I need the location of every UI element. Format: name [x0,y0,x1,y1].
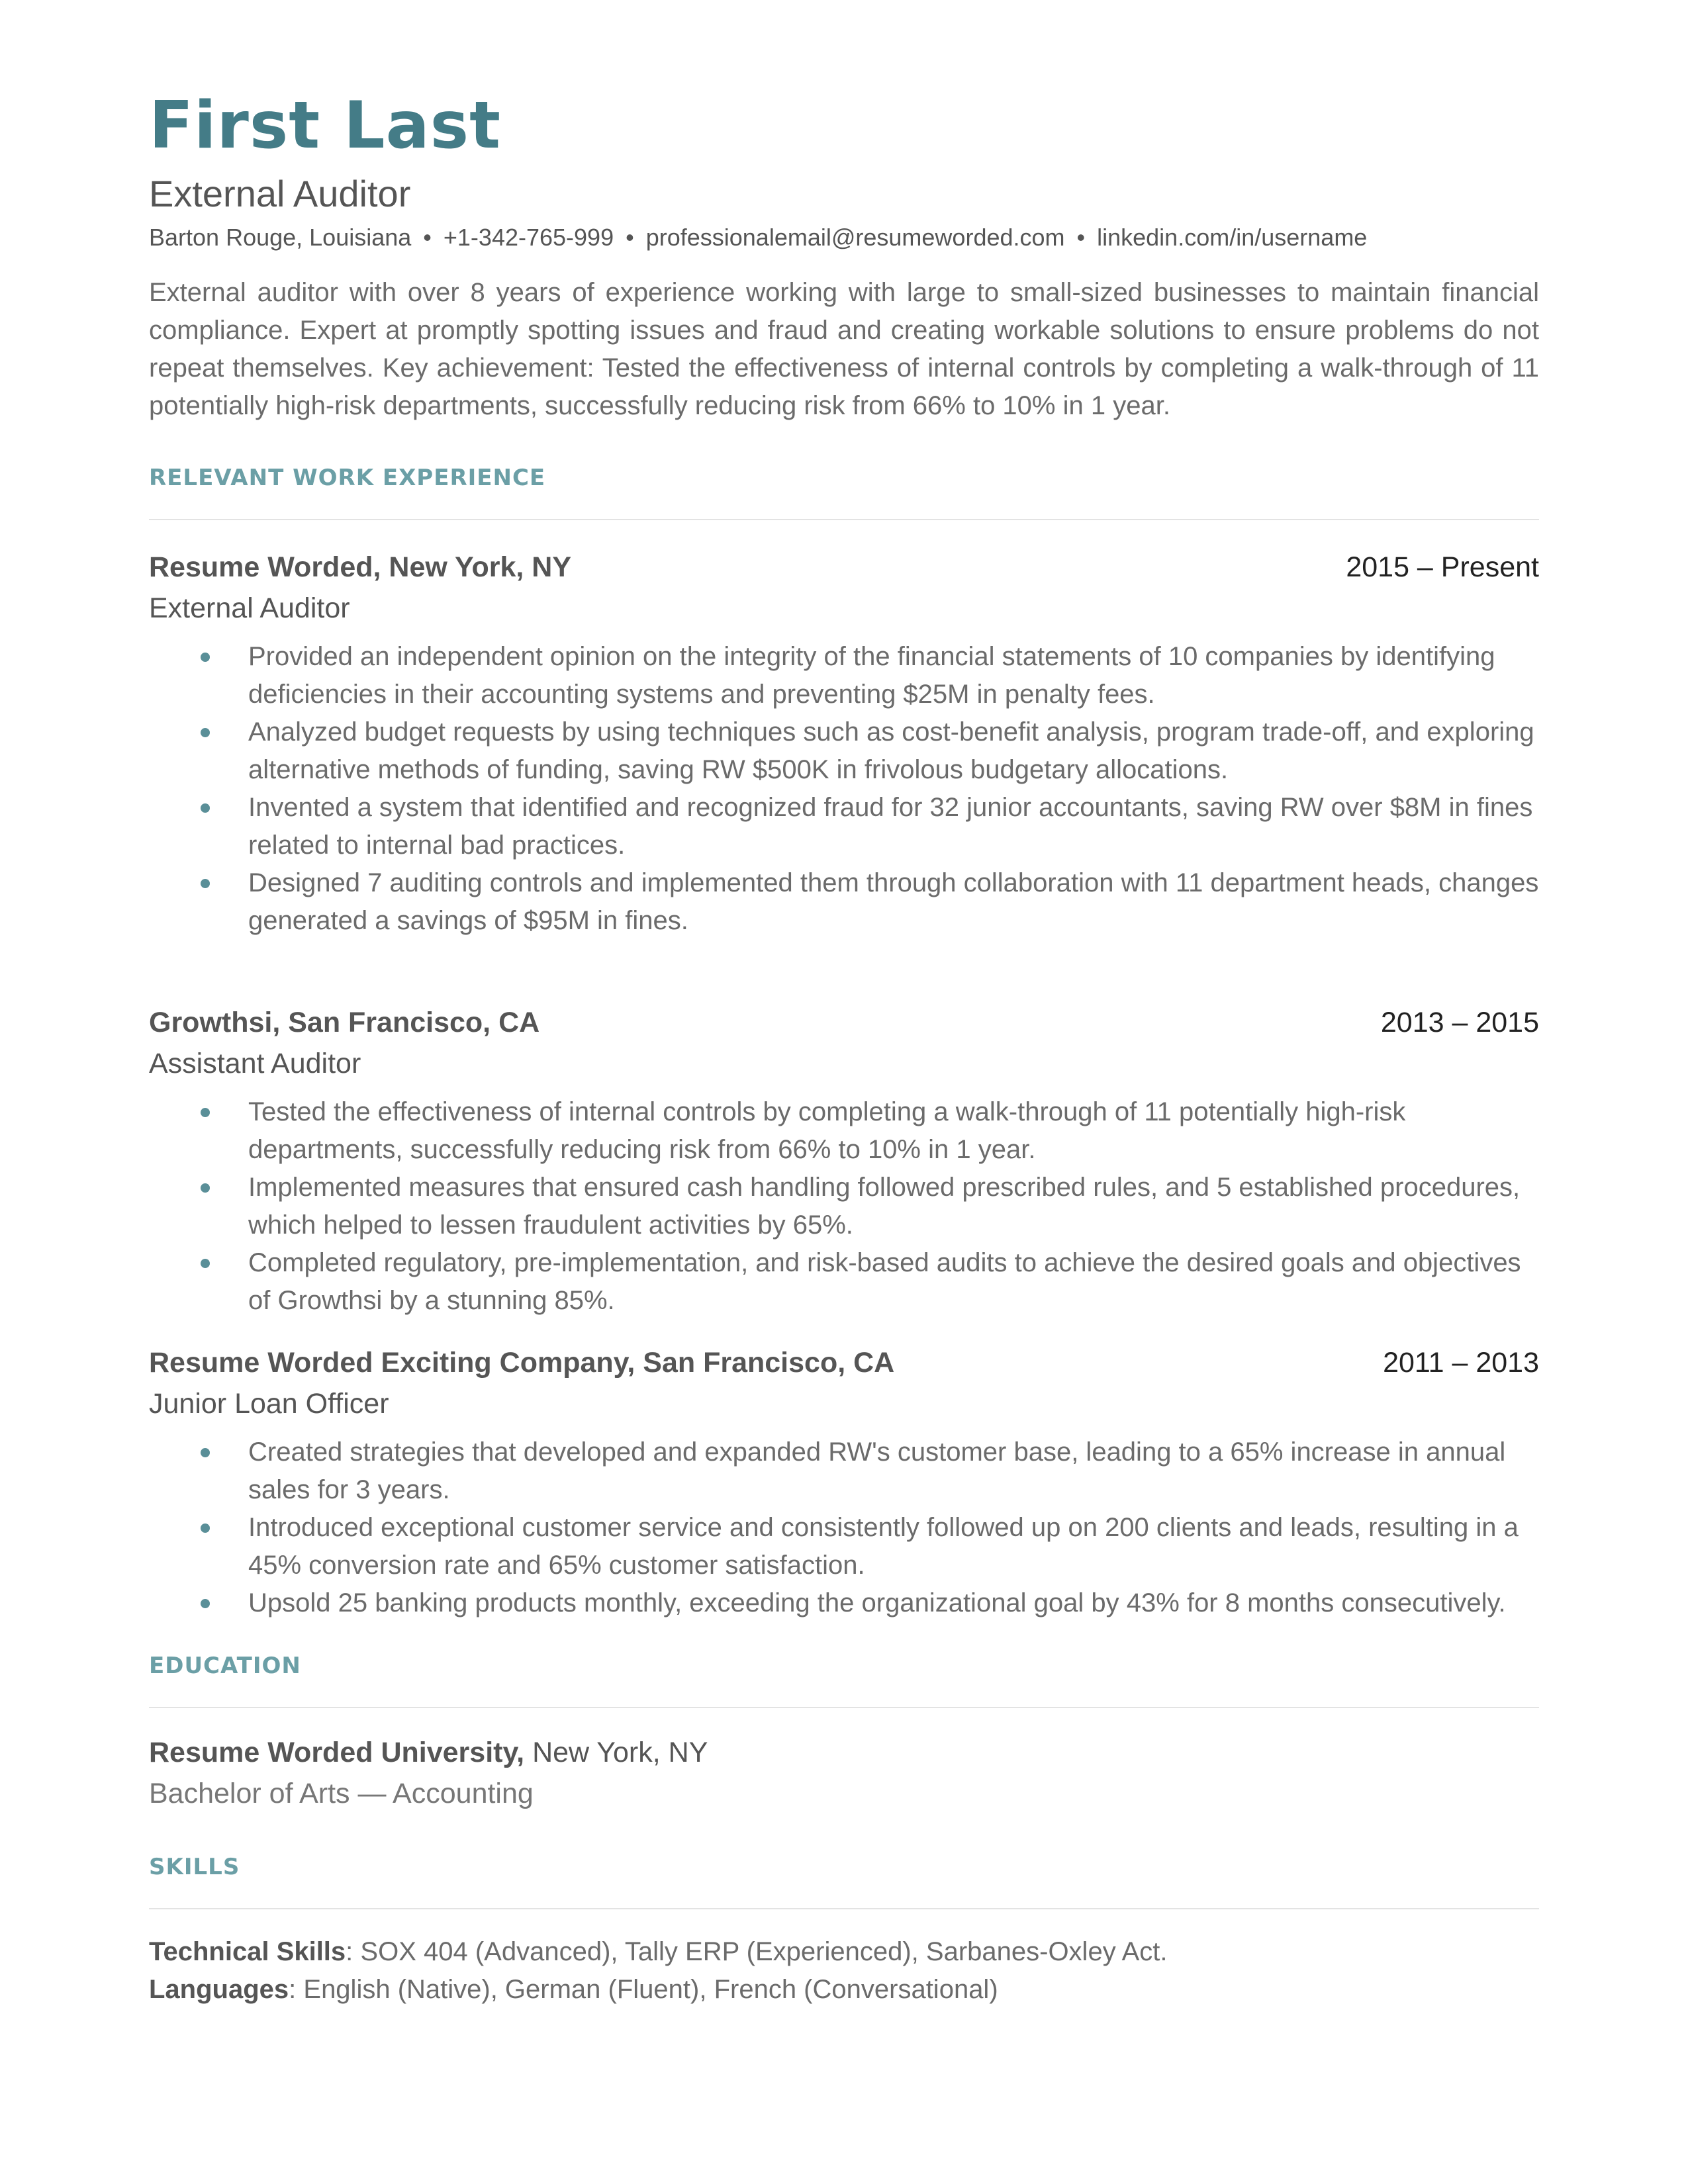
contact-linkedin[interactable]: linkedin.com/in/username [1097,224,1368,251]
bullet-dot-icon [201,728,210,737]
job-bullets [149,1433,1539,1622]
job-dates: 2013 – 2015 [1380,1007,1539,1038]
job-bullet [149,864,1539,940]
job-bullet-text: Created strategies that developed and expanded RW's customer base, leading to a 65% increase in annual sales for 3 years. [248,1437,1506,1504]
job-company: Resume Worded Exciting Company, San Francisco, CA [149,1347,895,1379]
job-entry [149,1342,1539,1622]
bullet-dot-icon [201,1599,210,1608]
job-bullet-text: Designed 7 auditing controls and implemented them through collaboration with 11 department heads, changes generated a savings of $95M in fines. [248,868,1539,935]
job-bullet [149,1093,1539,1169]
job-role: External Auditor [149,592,350,624]
skills-technical-label: Technical Skills [149,1937,346,1966]
job-bullet [149,1169,1539,1244]
job-entry [149,1002,1539,1320]
job-dates: 2015 – Present [1346,551,1539,583]
skills-languages-value: : English (Native), German (Fluent), French (Conversational) [289,1975,998,2004]
candidate-name: First Last [149,88,501,163]
summary-paragraph: External auditor with over 8 years of experience working with large to small-sized businesses to maintain financial compliance. Expert at promptly spotting issues and fraud and creating workable solutions to ensure problems do not repeat themselves. Key achievement: Tested the effectiveness of internal controls by completing a walk-through of 11 potentially high-risk departments, successfully reducing risk from 66% to 10% in 1 year. [149,278,1539,420]
skills-languages [149,1971,1539,2009]
job-bullet-text: Tested the effectiveness of internal controls by completing a walk-through of 11 potentially high-risk departments, successfully reducing risk from 66% to 10% in 1 year. [248,1097,1406,1164]
education-school-line [149,1732,1539,1773]
job-role: Junior Loan Officer [149,1388,389,1420]
contact-separator: • [1076,224,1086,251]
bullet-dot-icon [201,1108,210,1117]
candidate-title: External Auditor [149,173,411,214]
job-bullet [149,1244,1539,1320]
skills-block [149,1933,1539,2009]
job-bullet [149,713,1539,789]
bullet-dot-icon [201,803,210,813]
job-entry [149,547,1539,940]
contact-separator: • [626,224,634,251]
education-degree: Bachelor of Arts — Accounting [149,1778,534,1809]
skills-technical [149,1933,1539,1971]
job-bullet-text: Analyzed budget requests by using techniques such as cost-benefit analysis, program trade-off, and exploring alternative methods of funding, saving RW $500K in frivolous budgetary allocations. [248,717,1534,784]
contact-location: Barton Rouge, Louisiana [149,224,412,251]
job-bullet-text: Introduced exceptional customer service and consistently followed up on 200 clients and leads, resulting in a 45% conversion rate and 65% customer satisfaction. [248,1513,1519,1580]
education-school: Resume Worded University, [149,1737,525,1768]
job-dates: 2011 – 2013 [1383,1347,1539,1379]
job-company: Growthsi, San Francisco, CA [149,1007,540,1038]
job-bullets [149,638,1539,940]
contact-separator: • [423,224,432,251]
bullet-dot-icon [201,879,210,888]
bullet-dot-icon [201,1183,210,1193]
education-location: New York, NY [532,1737,708,1768]
job-bullet-text: Upsold 25 banking products monthly, exceeding the organizational goal by 43% for 8 months consecutively. [248,1588,1506,1617]
bullet-dot-icon [201,1259,210,1268]
job-header [149,1342,1539,1383]
bullet-dot-icon [201,1448,210,1457]
job-bullet [149,1433,1539,1509]
skills-languages-label: Languages [149,1975,289,2004]
job-header [149,1002,1539,1043]
section-divider [149,1908,1539,1909]
job-bullet [149,1509,1539,1584]
resume-page [149,86,1539,2009]
job-bullet [149,1584,1539,1622]
bullet-dot-icon [201,653,210,662]
contact-line [149,221,1539,254]
job-bullet-text: Implemented measures that ensured cash handling followed prescribed rules, and 5 established procedures, which helped to lessen fraudulent activities by 65%. [248,1173,1521,1240]
experience-list [149,547,1539,1622]
job-bullet-text: Provided an independent opinion on the integrity of the financial statements of 10 companies by identifying deficiencies in their accounting systems and preventing $25M in penalty fees. [248,642,1495,709]
job-bullet-text: Invented a system that identified and recognized fraud for 32 junior accountants, saving RW over $8M in fines related to internal bad practices. [248,793,1533,860]
job-bullet [149,789,1539,864]
education-heading: EDUCATION [149,1653,301,1679]
bullet-dot-icon [201,1524,210,1533]
section-divider [149,1707,1539,1708]
skills-technical-value: : SOX 404 (Advanced), Tally ERP (Experienced), Sarbanes-Oxley Act. [346,1937,1168,1966]
job-bullets [149,1093,1539,1320]
job-bullet-text: Completed regulatory, pre-implementation, and risk-based audits to achieve the desired goals and objectives of Growthsi by a stunning 85%. [248,1248,1521,1315]
job-role: Assistant Auditor [149,1048,361,1079]
job-header [149,547,1539,588]
contact-email[interactable]: professionalemail@resumeworded.com [645,224,1065,251]
job-bullet [149,638,1539,713]
section-divider [149,519,1539,520]
contact-phone: +1-342-765-999 [443,224,614,251]
job-company: Resume Worded, New York, NY [149,551,572,583]
skills-heading: SKILLS [149,1854,240,1880]
experience-heading: RELEVANT WORK EXPERIENCE [149,465,546,491]
